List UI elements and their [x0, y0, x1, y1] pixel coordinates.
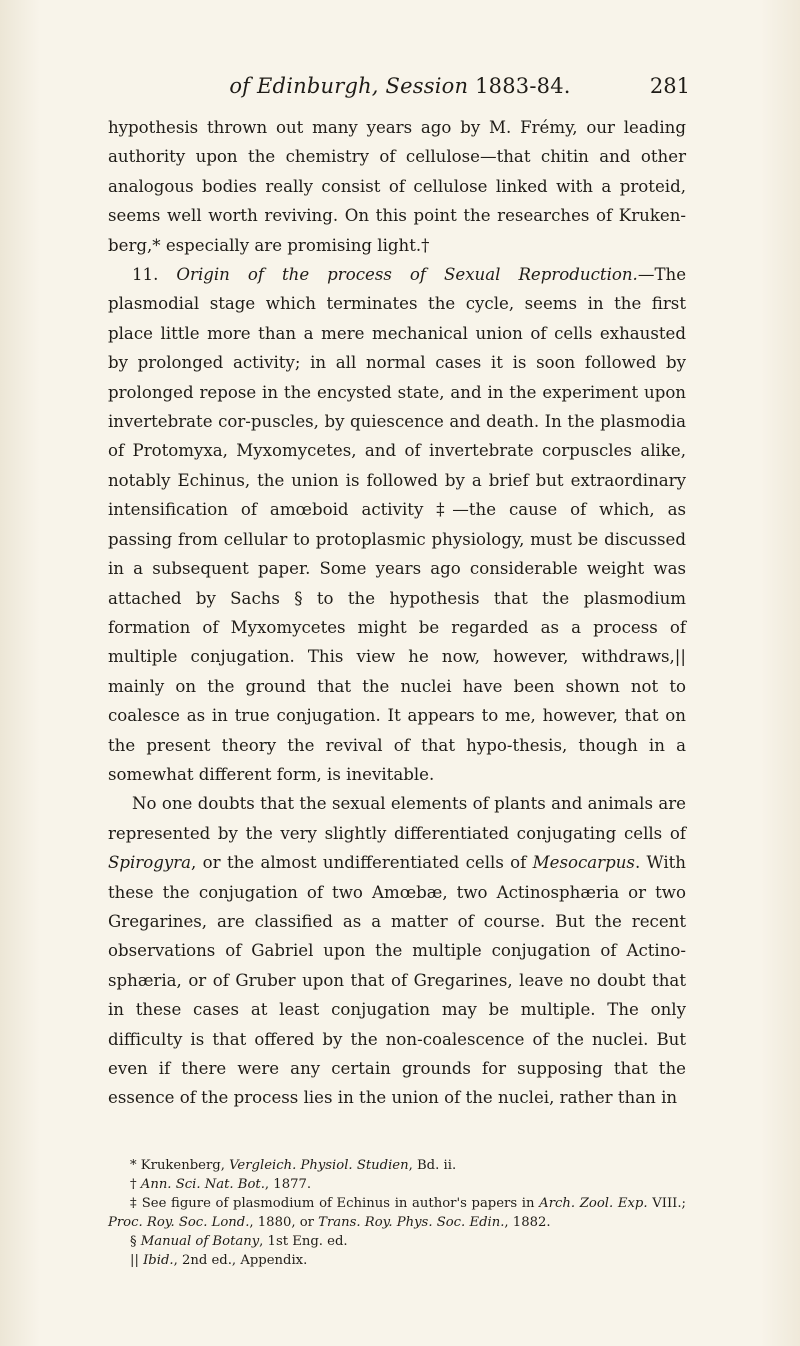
taxon-spirogyra: Spirogyra	[108, 853, 192, 873]
footnote-5	[108, 1251, 686, 1270]
footnotes	[108, 1156, 686, 1270]
running-title-text: of Edinburgh, Session	[229, 74, 469, 98]
body-text	[108, 113, 686, 1113]
running-head	[0, 74, 800, 104]
footnote-5-tail: , 2nd ed., Appendix.	[173, 1253, 308, 1268]
footnote-3-text: ‡ See figure of plasmodium of Echinus in author's papers in	[130, 1196, 540, 1211]
paragraph-section-11	[108, 260, 686, 789]
footnote-3-title-c: Trans. Roy. Phys. Soc. Edin.	[318, 1215, 505, 1230]
running-title-year: 1883-84.	[475, 74, 571, 98]
taxon-mesocarpus: Mesocarpus	[532, 853, 635, 873]
footnote-1	[108, 1156, 686, 1175]
footnote-5-mark: ||	[130, 1253, 144, 1268]
paragraph-conjugation	[108, 789, 686, 1112]
paragraph-text-b: , or the almost undifferentiated cells of	[191, 853, 533, 873]
paragraph-continued: hypothesis thrown out many years ago by M. Frémy, our leading authority upon the chemistry of cellulose—that chitin and other analogous bodies really consist of cellulose linked with a proteid, seems well worth reviving. On this point the researches of Kruken-berg,* especially are promising light.†	[108, 118, 686, 255]
footnote-3	[108, 1194, 686, 1232]
footnote-1-tail: , Bd. ii.	[408, 1158, 457, 1173]
footnote-3-title-b: Proc. Roy. Soc. Lond.	[108, 1215, 250, 1230]
section-text: —The plasmodial stage which terminates the cycle, seems in the first place little more than a mere mechanical union of cells exhausted by prolonged activity; in all normal cases it is soon followed by prolonged repose in the encysted state, and in the experiment upon invertebrate cor-puscles, by quiescence and death. In the plasmodia of Protomyxa, Myxomycetes, and of invertebrate corpuscles alike, notably Echinus, the union is followed by a brief but extraordinary intensification of amœboid activity ‡—the cause of which, as passing from cellular to protoplasmic physiology, must be discussed in a subsequent paper. Some years ago considerable weight was attached by Sachs § to the hypothesis that the plasmodium formation of Myxomycetes might be regarded as a process of multiple conjugation. This view he now, however, withdraws,|| mainly on the ground that the nuclei have been shown not to coalesce as in true conjugation. It appears to me, however, that on the present theory the revival of that hypo-thesis, though in a somewhat different form, is inevitable.	[108, 265, 687, 784]
section-number: 11.	[132, 265, 159, 285]
page-number: 281	[649, 74, 690, 98]
footnote-3-text-c: , 1880, or	[249, 1215, 319, 1230]
footnote-4-title: Manual of Botany	[140, 1234, 260, 1249]
footnote-4	[108, 1232, 686, 1251]
footnote-2-mark: †	[130, 1177, 141, 1192]
paragraph-text-a: No one doubts that the sexual elements of plants and animals are represented by the very slightly differentiated conjugating cells of	[108, 794, 686, 843]
paragraph-text-c: . With these the conjugation of two Amœbæ, two Actinosphæria or two Gregarines, are classified as a matter of course. But the recent observations of Gabriel upon the multiple conjugation of Actino-sphæria, or of Gruber upon that of Gregarines, leave no doubt that in these cases at least conjugation may be multiple. The only difficulty is that offered by the non-coalescence of the nuclei. But even if there were any certain grounds for supposing that the essence of the process lies in the union of the nuclei, rather than in	[108, 853, 686, 1108]
footnote-4-mark: §	[130, 1234, 141, 1249]
footnote-2	[108, 1175, 686, 1194]
footnote-3-title-a: Arch. Zool. Exp.	[539, 1196, 648, 1211]
footnote-1-title: Vergleich. Physiol. Studien	[229, 1158, 409, 1173]
footnote-2-title: Ann. Sci. Nat. Bot.	[140, 1177, 265, 1192]
footnote-1-text: * Krukenberg,	[130, 1158, 230, 1173]
footnote-3-text-b: VIII.;	[647, 1196, 686, 1211]
footnote-2-tail: , 1877.	[264, 1177, 312, 1192]
footnote-4-tail: , 1st Eng. ed.	[259, 1234, 348, 1249]
footnote-5-title: Ibid.	[143, 1253, 174, 1268]
section-heading: Origin of the process of Sexual Reproduction.	[176, 265, 638, 285]
footnote-3-tail: , 1882.	[504, 1215, 551, 1230]
